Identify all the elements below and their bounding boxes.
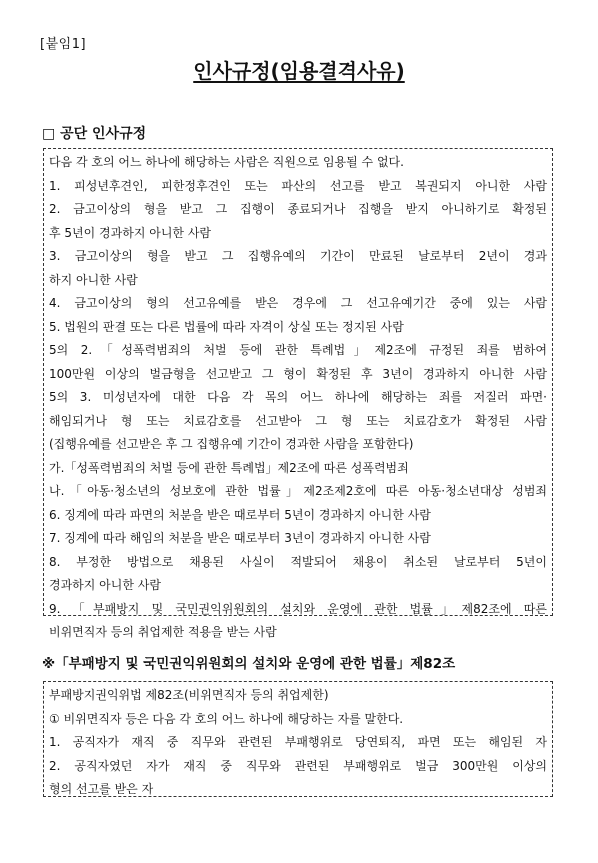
hr-rule-line: 경과하지 아니한 사람: [49, 578, 161, 592]
note-heading: ※「부패방지 및 국민권익위원회의 설치와 운영에 관한 법률」제82조: [42, 656, 456, 672]
hr-rule-line: 5. 법원의 판결 또는 다른 법률에 따라 자격이 상실 또는 정지된 사람: [49, 319, 404, 334]
hr-rule-line: 1. 피성년후견인, 피한정후견인 또는 파산의 선고를 받고 복권되지 아니한 사람: [49, 178, 547, 193]
hr-rule-line: 100만원 이상의 벌금형을 선고받고 그 형이 확정된 후 3년이 경과하지 아니한 사람: [49, 366, 547, 381]
section-heading: □ 공단 인사규정: [42, 126, 147, 142]
attachment-label: [붙임1]: [40, 37, 87, 52]
law-excerpt-line: 1. 공직자가 재직 중 직무와 관련된 부패행위로 당연퇴직, 파면 또는 해임된 자: [49, 735, 547, 749]
hr-rule-line: 5의 3. 미성년자에 대한 다음 각 목의 어느 하나에 해당하는 죄를 저질러 파면·: [49, 390, 547, 404]
law-excerpt-line: 형의 선고를 받은 자: [49, 782, 154, 796]
hr-rule-line: 8. 부정한 방법으로 채용된 사실이 적발되어 채용이 취소된 날로부터 5년이: [49, 554, 547, 569]
hr-rule-line: 9. 「부패방지 및 국민권익위원회의 설치와 운영에 관한 법률」제82조에 따른: [49, 601, 547, 616]
law-excerpt-line: 부패방지권익위법 제82조(비위면직자 등의 취업제한): [49, 688, 329, 702]
hr-rule-line: 2. 금고이상의 형을 받고 그 집행이 종료되거나 집행을 받지 아니하기로 확정된: [49, 202, 547, 216]
document-title: [0, 55, 598, 84]
hr-rule-line: 해임되거나 형 또는 치료감호를 선고받아 그 형 또는 치료감호가 확정된 사람: [49, 413, 547, 428]
law-excerpt-line: ① 비위면직자 등은 다음 각 호의 어느 하나에 해당하는 자를 말한다.: [49, 711, 404, 726]
hr-rules-box: [43, 148, 553, 639]
hr-rule-line: 가.「성폭력범죄의 처벌 등에 관한 특례법」제2조에 따른 성폭력범죄: [49, 460, 409, 475]
law-excerpt-line: 2. 공직자였던 자가 재직 중 직무와 관련된 부패행위로 벌금 300만원 이상의: [49, 758, 547, 773]
hr-rule-line: 3. 금고이상의 형을 받고 그 집행유예의 기간이 만료된 날로부터 2년이 경과: [49, 249, 547, 263]
hr-rule-line: 후 5년이 경과하지 아니한 사람: [49, 225, 211, 240]
hr-rule-line: 하지 아니한 사람: [49, 272, 138, 287]
hr-rule-line: 6. 징계에 따라 파면의 처분을 받은 때로부터 5년이 경과하지 아니한 사람: [49, 507, 431, 522]
hr-rule-line: 다음 각 호의 어느 하나에 해당하는 사람은 직원으로 임용될 수 없다.: [49, 155, 404, 169]
hr-rule-line: (집행유예를 선고받은 후 그 집행유예 기간이 경과한 사람을 포함한다): [49, 437, 414, 451]
hr-rule-line: 비위면직자 등의 취업제한 적용을 받는 사람: [49, 625, 277, 639]
hr-rule-line: 4. 금고이상의 형의 선고유예를 받은 경우에 그 선고유예기간 중에 있는 사람: [49, 296, 547, 310]
hr-rule-line: 나.「아동·청소년의 성보호에 관한 법률」제2조제2호에 따른 아동·청소년대상 성범죄: [49, 484, 547, 498]
law-excerpt-box: [43, 681, 553, 797]
hr-rule-line: 5의 2.「성폭력범죄의 처벌 등에 관한 특례법」제2조에 규정된 죄를 범하여: [49, 343, 547, 357]
hr-rule-line: 7. 징계에 따라 해임의 처분을 받은 때로부터 3년이 경과하지 아니한 사람: [49, 531, 431, 545]
document-title-text: 인사규정(임용결격사유): [193, 59, 405, 83]
